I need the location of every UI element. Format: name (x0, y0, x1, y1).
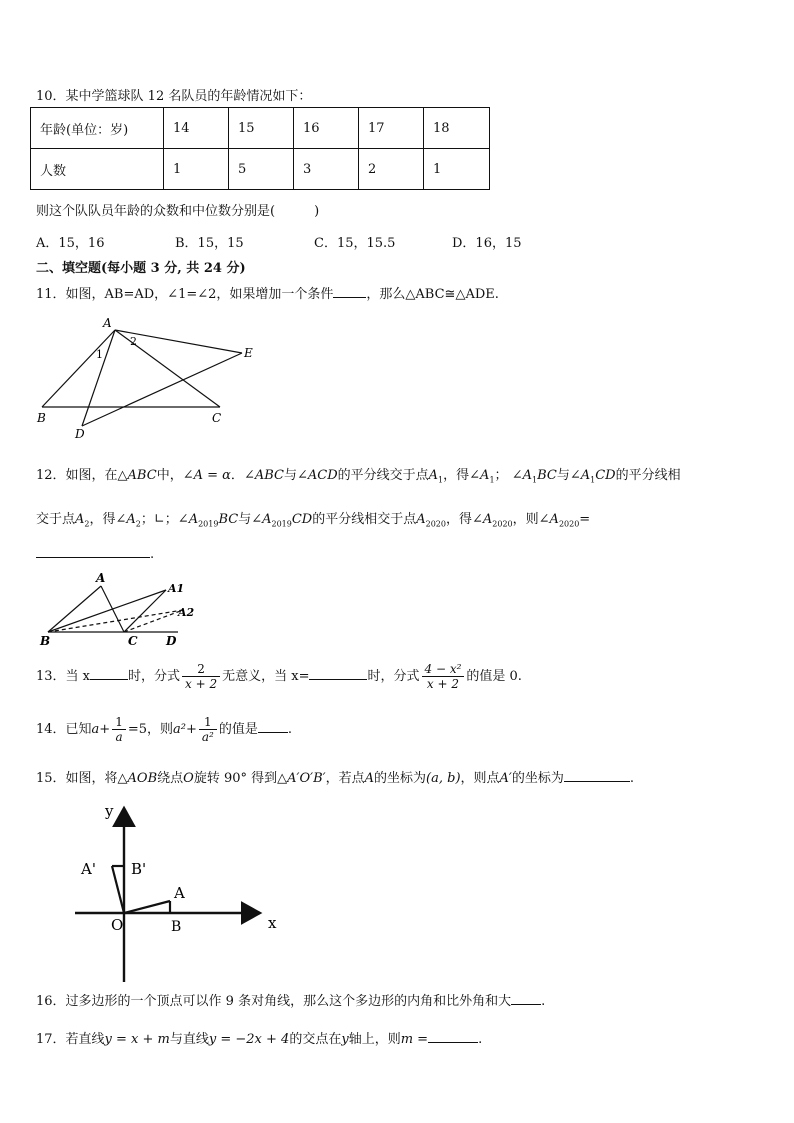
q11-text-a: 11．如图，AB=AD，∠1=∠2，如果增加一个条件 (36, 287, 334, 302)
text: 16．过多边形的一个顶点可以作 9 条对角线，那么这个多边形的内角和比外角和大 (36, 994, 512, 1009)
text: 的平分线交于点 (337, 468, 429, 483)
text: 中， (156, 468, 183, 483)
text: 的交点在 (289, 1032, 342, 1047)
label-d: D (75, 427, 85, 441)
label-a: A (174, 884, 185, 902)
text: 时，分式 (128, 669, 181, 684)
label-a: A (96, 571, 106, 585)
option-c: C．15，15.5 (314, 236, 396, 251)
answer-blank (36, 545, 150, 558)
section-heading: 二、填空题(每小题 3 分, 共 24 分) (36, 261, 246, 276)
label-b: B (171, 919, 182, 935)
text: ． (230, 468, 244, 483)
table-cell: 14 (164, 108, 229, 149)
denominator: a (115, 730, 123, 744)
text: 14．已知 (36, 722, 92, 737)
math: ∠A = α (182, 468, 231, 483)
text: 的坐标为 (374, 771, 427, 786)
math: ∠A (569, 468, 591, 483)
math: A (416, 512, 426, 527)
math: y = x + m (104, 1032, 170, 1047)
table-row (31, 108, 490, 149)
q11-text (36, 283, 499, 302)
text: 绕点 (157, 771, 184, 786)
text: 的值是 0. (466, 669, 522, 684)
label-1: 1 (96, 348, 103, 361)
label-x: x (268, 914, 277, 932)
text: ，若点 (325, 771, 365, 786)
text: 15．如图，将 (36, 771, 118, 786)
q10-stem: 10．某中学篮球队 12 名队员的年龄情况如下： (36, 89, 312, 104)
q12-line1 (36, 464, 681, 485)
subscript: 2020 (425, 519, 446, 529)
answer-blank (90, 667, 128, 680)
math: ∠A (511, 468, 532, 483)
label-a: A (103, 316, 112, 330)
numerator: 2 (182, 662, 220, 677)
text: 与 (283, 468, 297, 483)
table-cell: 5 (229, 149, 294, 190)
text: 与直线 (169, 1032, 209, 1047)
table-cell: 16 (294, 108, 359, 149)
text: 17．若直线 (36, 1032, 105, 1047)
label-e: E (244, 346, 253, 360)
fraction (112, 715, 126, 744)
label-b: B (37, 411, 46, 425)
math: ∠A (538, 512, 559, 527)
q17-text (36, 1028, 482, 1047)
text: 交于点 (36, 512, 76, 527)
math: BC (218, 512, 239, 527)
subscript: 1 (438, 475, 444, 485)
answer-blank (258, 720, 288, 733)
denominator: a² (201, 730, 214, 744)
math: △AOB (117, 771, 158, 786)
math: y (341, 1032, 349, 1047)
math: ∠A (472, 512, 493, 527)
text: 的坐标为 (511, 771, 564, 786)
label-a1: A1 (168, 582, 185, 595)
denominator: x + 2 (426, 677, 459, 691)
text: 时，分式 (367, 669, 420, 684)
text: 与 (238, 512, 252, 527)
math: ∠A (469, 468, 490, 483)
q12-line2 (36, 508, 590, 529)
fraction (422, 662, 465, 691)
table-row (31, 149, 490, 190)
q15-figure (70, 800, 285, 985)
label-y: y (105, 802, 114, 820)
text: 的值是 (218, 722, 258, 737)
q11-figure (30, 310, 270, 445)
subscript: 1 (590, 475, 596, 485)
label-a2: A2 (178, 606, 195, 619)
text: . (541, 994, 546, 1009)
q13-text (36, 662, 522, 691)
math: a²+ (173, 722, 197, 737)
math: a+ (91, 722, 111, 737)
subscript: 2020 (558, 519, 580, 529)
text: ；∟； (140, 512, 178, 527)
option-a: A．15，16 (36, 236, 105, 251)
subscript: 1 (489, 475, 495, 485)
subscript: 2019 (198, 519, 219, 529)
math: ∠ACD (296, 468, 338, 483)
text: = (579, 512, 591, 527)
math: BC (537, 468, 557, 483)
q10-question: 则这个队队员年龄的众数和中位数分别是( ) (36, 204, 320, 219)
math: CD (595, 468, 616, 483)
text: 的平分线相 (615, 468, 681, 483)
text: ，得 (445, 512, 472, 527)
math: (a, b) (426, 771, 461, 786)
q16-text (36, 990, 545, 1009)
label-d: D (166, 634, 177, 648)
label-b-prime: B' (131, 860, 147, 878)
answer-blank (333, 285, 366, 298)
text: ，则 (512, 512, 539, 527)
label-a-prime: A' (81, 860, 96, 878)
math: y = −2x + 4 (208, 1032, 290, 1047)
q12-line3 (36, 545, 154, 562)
label-c: C (212, 411, 222, 425)
table-cell: 2 (359, 149, 424, 190)
text: 无意义，当 x= (222, 669, 310, 684)
subscript: 2 (84, 519, 90, 529)
table-cell: 年龄(单位：岁) (31, 108, 164, 149)
subscript: 2019 (271, 519, 292, 529)
option-d: D．16，15 (452, 236, 522, 251)
math: A (364, 771, 375, 786)
label-c: C (128, 634, 138, 648)
option-b: B．15，15 (175, 236, 244, 251)
text: . (287, 722, 292, 737)
text: ，得 (89, 512, 116, 527)
table-cell: 人数 (31, 149, 164, 190)
label-2: 2 (130, 335, 137, 348)
math: A′ (499, 771, 512, 786)
q14-text (36, 715, 292, 744)
table-cell: 15 (229, 108, 294, 149)
text: . (629, 771, 635, 786)
text: ； (494, 468, 508, 483)
math: ∠ABC (243, 468, 284, 483)
label-o: O (111, 916, 124, 934)
label-b: B (40, 634, 51, 648)
text: . (478, 1032, 483, 1047)
numerator: 1 (199, 715, 217, 730)
table-cell: 3 (294, 149, 359, 190)
math: ∠A (115, 512, 136, 527)
math: CD (291, 512, 313, 527)
subscript: 2 (135, 519, 141, 529)
text: 12．如图，在 (36, 468, 118, 483)
table-cell: 1 (164, 149, 229, 190)
q12-figure (38, 568, 198, 650)
text: 13．当 x (36, 669, 91, 684)
math: m = (400, 1032, 429, 1047)
denominator: x + 2 (185, 677, 218, 691)
answer-blank (564, 769, 630, 782)
subscript: 2020 (492, 519, 513, 529)
answer-blank (309, 667, 367, 680)
table-cell: 17 (359, 108, 424, 149)
text: 轴上，则 (348, 1032, 401, 1047)
fraction (182, 662, 220, 691)
math: A (75, 512, 85, 527)
fraction (199, 715, 217, 744)
math: △ABC (117, 468, 157, 483)
subscript: 1 (531, 475, 538, 485)
answer-blank (428, 1030, 478, 1043)
text: 与 (556, 468, 570, 483)
text: ，得 (443, 468, 470, 483)
answer-blank (511, 992, 541, 1005)
numerator: 1 (112, 715, 126, 730)
math: O (183, 771, 194, 786)
math: A (428, 468, 439, 483)
math: △A′O′B′ (277, 771, 326, 786)
table-cell: 18 (424, 108, 490, 149)
text: 的平分线相交于点 (312, 512, 417, 527)
math: ∠A (177, 512, 199, 527)
text: =5，则 (127, 722, 174, 737)
numerator: 4 − x² (422, 662, 465, 677)
q11-text-b: ，那么△ABC≅△ADE. (366, 287, 499, 302)
math: ∠A (251, 512, 272, 527)
text: . (150, 547, 155, 562)
table-cell: 1 (424, 149, 490, 190)
text: 旋转 90° 得到 (193, 771, 278, 786)
age-table (30, 107, 490, 190)
q15-text (36, 767, 634, 786)
text: ，则点 (460, 771, 500, 786)
